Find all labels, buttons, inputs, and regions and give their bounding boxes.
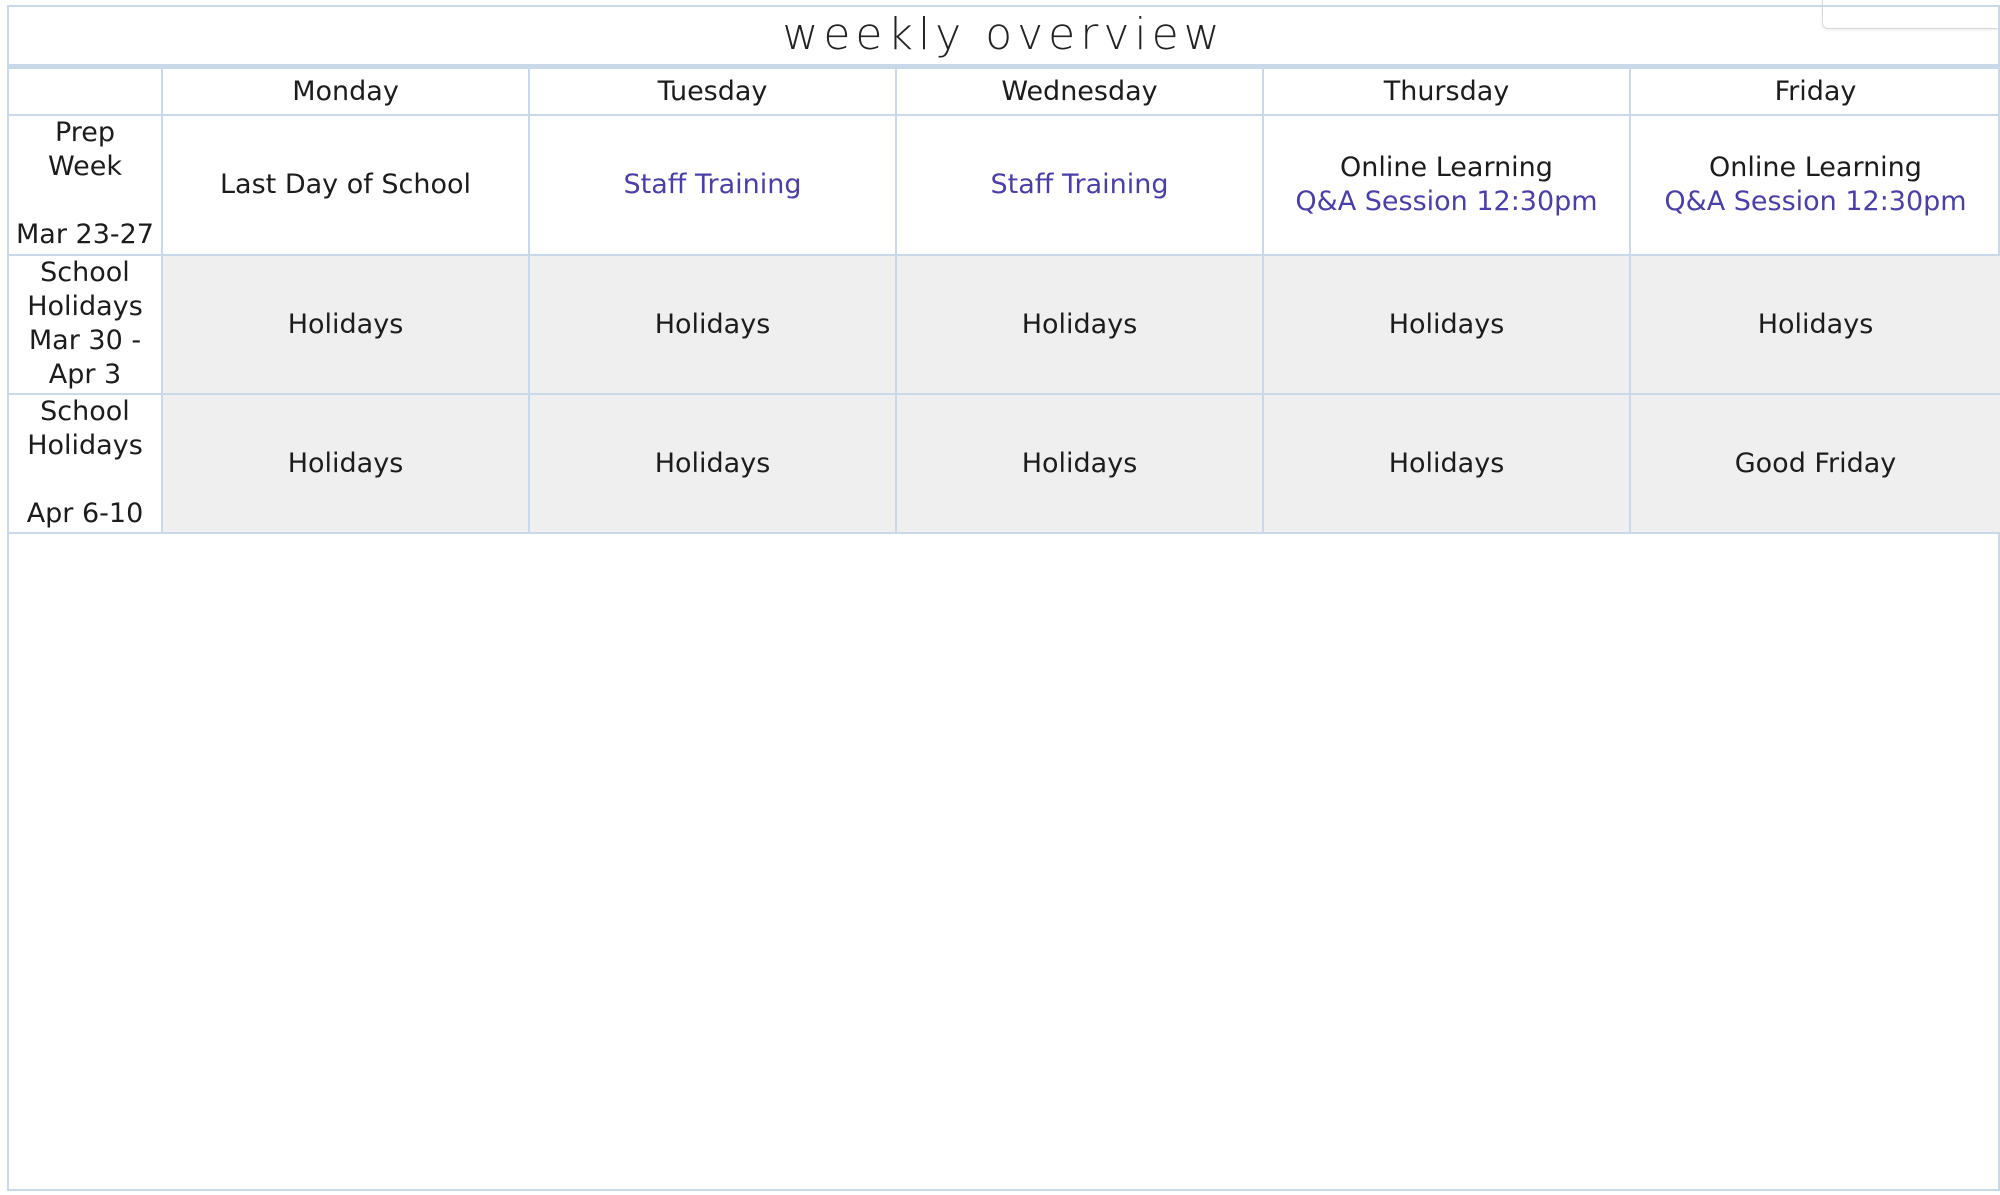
cell-content: [901, 308, 1258, 342]
week-label-line: [13, 184, 157, 218]
day-cell-friday[interactable]: [1630, 255, 2000, 394]
cell-text: Holidays: [1757, 308, 1874, 340]
week-label-cell[interactable]: [8, 115, 162, 255]
cell-content: [167, 447, 524, 481]
week-label-cell[interactable]: [8, 394, 162, 533]
week-label: [13, 256, 157, 391]
cell-text: Holidays: [1388, 447, 1505, 479]
week-label-line: Holidays: [27, 430, 143, 461]
cell-text: Online Learning: [1340, 152, 1553, 183]
cell-text: Holidays: [1021, 447, 1138, 479]
day-cell-friday[interactable]: [1630, 394, 2000, 533]
day-cell-monday[interactable]: [162, 394, 529, 533]
day-cell-wednesday[interactable]: [896, 394, 1263, 533]
week-label: [13, 395, 157, 530]
day-header-thursday[interactable]: Thursday: [1263, 68, 1630, 115]
page-title: weekly overview: [7, 5, 2000, 67]
cell-content: [901, 447, 1258, 481]
cell-text: Holidays: [1388, 308, 1505, 340]
week-label-line: Mar 23-27: [16, 219, 154, 250]
weekly-grid: [7, 67, 2000, 534]
week-label-line: Mar 30 -: [28, 325, 142, 356]
cell-text: Online Learning: [1709, 152, 1922, 183]
day-cell-wednesday[interactable]: [896, 115, 1263, 255]
week-label-line: Apr 6-10: [26, 498, 144, 529]
cell-content: [534, 447, 891, 481]
week-label-line: School: [40, 257, 130, 288]
day-cell-tuesday[interactable]: [529, 394, 896, 533]
week-label-line: [13, 463, 157, 497]
day-header-wednesday[interactable]: Wednesday: [896, 68, 1263, 115]
week-label-cell[interactable]: [8, 255, 162, 394]
day-cell-thursday[interactable]: [1263, 394, 1630, 533]
week-label-line: Week: [48, 151, 122, 182]
cell-text: Last Day of School: [220, 169, 471, 200]
week-label-line: School: [40, 396, 130, 427]
day-cell-monday[interactable]: [162, 115, 529, 255]
cell-content: [534, 308, 891, 342]
cell-content: [534, 168, 891, 202]
cell-content: [1635, 308, 1996, 342]
cell-content: [1635, 447, 1996, 481]
cell-text: Good Friday: [1734, 447, 1897, 479]
day-cell-thursday[interactable]: [1263, 255, 1630, 394]
cell-link-text: Q&A Session 12:30pm: [1295, 186, 1598, 217]
cell-text: Holidays: [287, 308, 404, 340]
week-row: [8, 394, 2000, 533]
day-cell-tuesday[interactable]: [529, 115, 896, 255]
day-header-tuesday[interactable]: Tuesday: [529, 68, 896, 115]
cell-text: Holidays: [287, 447, 404, 479]
week-label: [13, 116, 157, 252]
cell-content: [1268, 151, 1625, 219]
day-cell-monday[interactable]: [162, 255, 529, 394]
cell-content: [167, 168, 524, 202]
corner-cell[interactable]: [8, 68, 162, 115]
cell-text: Holidays: [654, 308, 771, 340]
cell-link-text: Q&A Session 12:30pm: [1664, 186, 1967, 217]
day-cell-friday[interactable]: [1630, 115, 2000, 255]
header-row: [8, 68, 2000, 115]
week-label-line: Apr 3: [48, 359, 122, 390]
cell-content: [1268, 447, 1625, 481]
cell-link-text: Staff Training: [990, 169, 1169, 200]
day-header-monday[interactable]: Monday: [162, 68, 529, 115]
week-row: [8, 115, 2000, 255]
cell-content: [901, 168, 1258, 202]
day-header-friday[interactable]: Friday: [1630, 68, 2000, 115]
cell-content: [167, 308, 524, 342]
day-cell-wednesday[interactable]: [896, 255, 1263, 394]
day-cell-tuesday[interactable]: [529, 255, 896, 394]
week-label-line: Prep: [54, 117, 116, 148]
day-cell-thursday[interactable]: [1263, 115, 1630, 255]
week-label-line: Holidays: [27, 291, 143, 322]
cell-link-text: Staff Training: [623, 169, 802, 200]
week-row: [8, 255, 2000, 394]
cell-content: [1635, 151, 1996, 219]
cell-content: [1268, 308, 1625, 342]
cell-text: Holidays: [654, 447, 771, 479]
cell-text: Holidays: [1021, 308, 1138, 340]
